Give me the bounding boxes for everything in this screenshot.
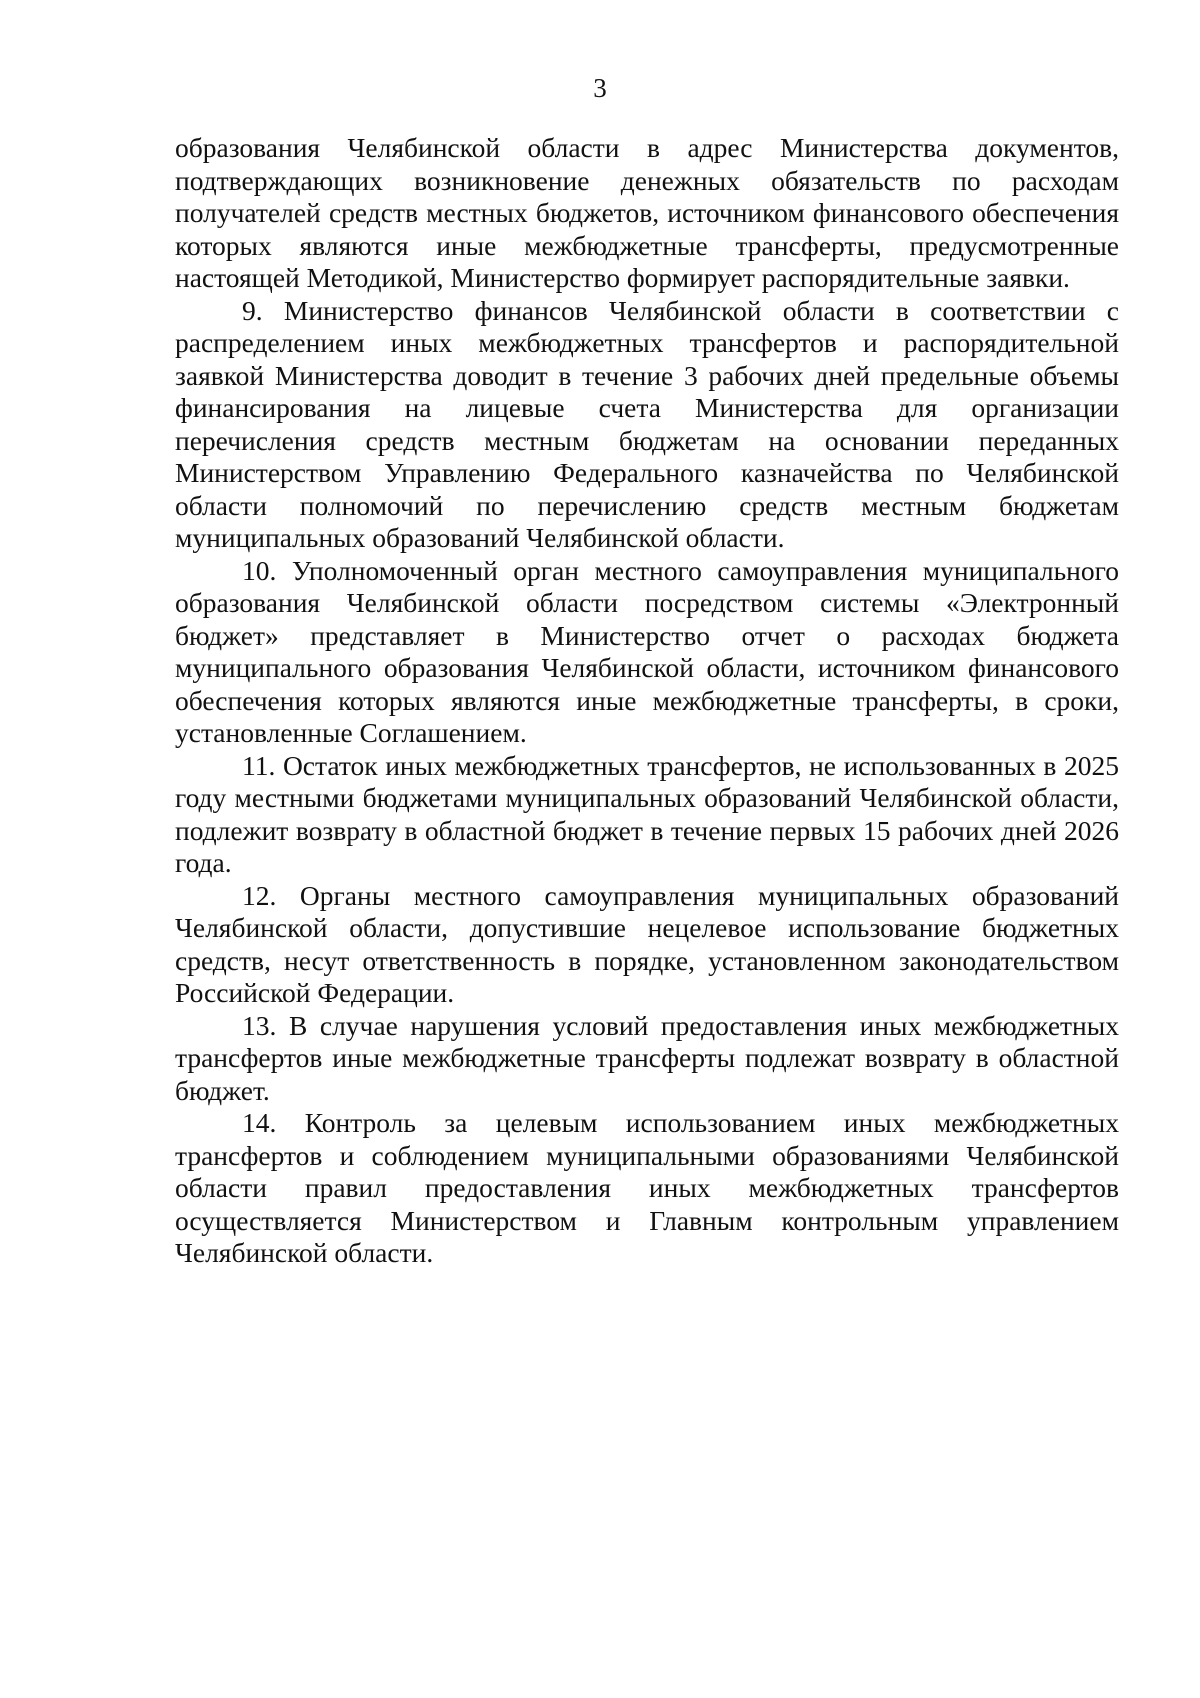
page-number: 3 [593, 73, 607, 103]
paragraph-item-14: 14. Контроль за целевым использованием иных межбюджетных трансфертов и соблюдением муниципальными образованиями Челябинской области правил предоставления иных межбюджетных трансфертов осуществляется Министерством и Главным контрольным управлением Челябинской области. [175, 1107, 1119, 1268]
document-body [175, 132, 1119, 1270]
paragraph-item-12: 12. Органы местного самоуправления муниципальных образований Челябинской области, допустившие нецелевое использование бюджетных средств, несут ответственность в порядке, установленном законодательством Российской Федерации. [175, 879, 1119, 1008]
paragraph-continuation: образования Челябинской области в адрес Министерства документов, подтверждающих возникновение денежных обязательств по расходам получателей средств местных бюджетов, источником финансового обеспечения которых являются иные межбюджетные трансферты, предусмотренные настоящей Методикой, Министерство формирует распорядительные заявки. [175, 132, 1119, 293]
paragraph-item-13: 13. В случае нарушения условий предоставления иных межбюджетных трансфертов иные межбюджетные трансферты подлежат возврату в областной бюджет. [175, 1009, 1119, 1106]
paragraph-item-11: 11. Остаток иных межбюджетных трансфертов, не использованных в 2025 году местными бюджетами муниципальных образований Челябинской области, подлежит возврату в областной бюджет в течение первых 15 рабочих дней 2026 года. [175, 749, 1119, 878]
paragraph-item-10: 10. Уполномоченный орган местного самоуправления муниципального образования Челябинской области посредством системы «Электронный бюджет» представляет в Министерство отчет о расходах бюджета муниципального образования Челябинской области, источником финансового обеспечения которых являются иные межбюджетные трансферты, в сроки, установленные Соглашением. [175, 554, 1119, 748]
paragraph-item-9: 9. Министерство финансов Челябинской области в соответствии с распределением иных межбюджетных трансфертов и распорядительной заявкой Министерства доводит в течение 3 рабочих дней предельные объемы финансирования на лицевые счета Министерства для организации перечисления средств местным бюджетам на основании переданных Министерством Управлению Федерального казначейства по Челябинской области полномочий по перечислению средств местным бюджетам муниципальных образований Челябинской области. [175, 294, 1119, 553]
